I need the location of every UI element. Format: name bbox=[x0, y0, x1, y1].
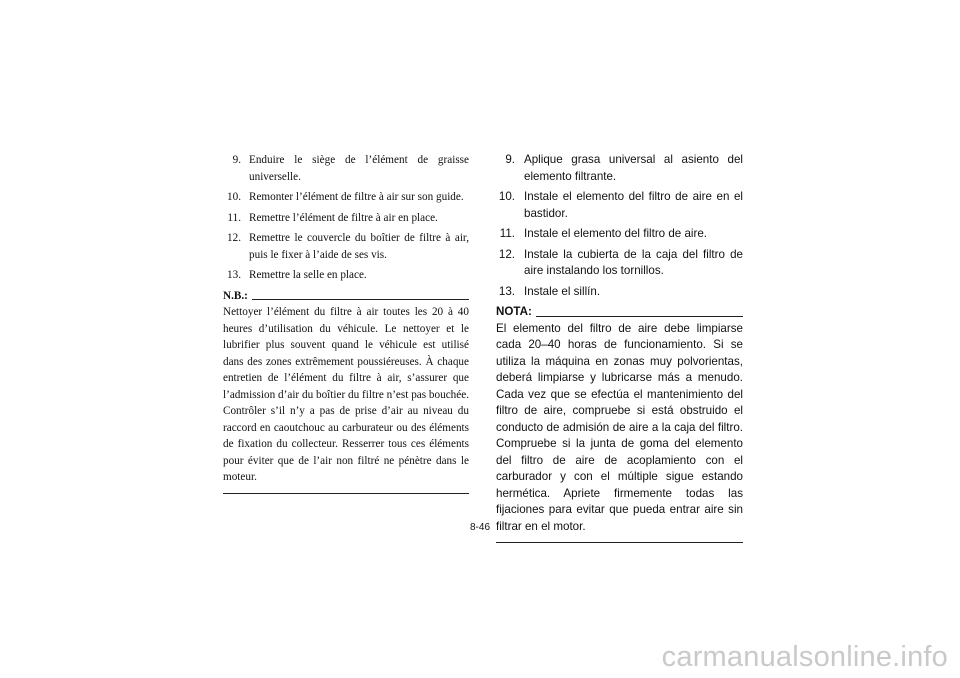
step-text: Remonter l’élément de filtre à air sur son guide. bbox=[249, 191, 464, 203]
step-number: 11. bbox=[227, 211, 241, 224]
spanish-note-header bbox=[496, 304, 743, 321]
step-text: Remettre l’élément de filtre à air en place. bbox=[249, 211, 438, 224]
french-step-13 bbox=[223, 267, 469, 284]
french-step-10 bbox=[223, 189, 469, 206]
french-column bbox=[223, 152, 469, 494]
spanish-note-text: El elemento del filtro de aire debe limpiarse cada 20–40 horas de funcionamiento. Si se utiliza la máquina en zonas muy polvorientas, deberá limpiarse y lubricarse más a menudo. Cada vez que se efectúa el mantenimiento del filtro de aire, compruebe si está obstruido el conducto de admisión de aire a la caja del filtro. Compruebe si la junta de goma del elemento del filtro de aire de acoplamiento con el carburador y con el múltiple sigue estando hermética. Apriete firmemente todas las fijaciones para evitar que pueda entrar aire sin filtrar en el motor. bbox=[496, 321, 743, 533]
step-number: 13. bbox=[498, 284, 515, 298]
step-number: 11. bbox=[499, 227, 515, 240]
spanish-step-10 bbox=[496, 189, 743, 222]
step-number: 9. bbox=[505, 153, 515, 166]
spanish-steps-list bbox=[496, 152, 743, 300]
note-end-rule bbox=[223, 493, 469, 494]
note-label: N.B.: bbox=[223, 289, 248, 302]
step-text: Instale el elemento del filtro de aire. bbox=[524, 227, 708, 240]
spanish-column bbox=[496, 152, 743, 543]
step-text: Enduire le siège de l’élément de graisse universelle. bbox=[249, 154, 469, 183]
french-step-11 bbox=[223, 210, 469, 227]
step-text: Instale el elemento del filtro de aire en el bastidor. bbox=[524, 190, 743, 220]
spanish-step-13 bbox=[496, 284, 743, 301]
french-note-text: Nettoyer l’élément du filtre à air toutes les 20 à 40 heures d’utilisation du véhicule. Le nettoyer et le lubrifier plus souvent quand le véhicule est utilisé dans des zones extrêmement poussiéreuses. À chaque entretien de l’élément du filtre à air, s’assurer que l’admission d’air du boîtier du filtre n’est pas bouchée. Contrôler s’il n’y a pas de prise d’air au niveau du raccord en caoutchouc au carburateur ou des éléments de fixation du collecteur. Resserrer tous ces éléments pour éviter que de l’air non filtré ne pénètre dans le moteur. bbox=[223, 306, 469, 483]
note-rule bbox=[536, 316, 743, 317]
note-rule bbox=[252, 299, 469, 300]
step-number: 10. bbox=[227, 191, 241, 203]
step-text: Remettre le couvercle du boîtier de filtre à air, puis le fixer à l’aide de ses vis. bbox=[249, 232, 469, 261]
spanish-step-11 bbox=[496, 226, 743, 243]
french-step-9 bbox=[223, 152, 469, 185]
step-text: Instale la cubierta de la caja del filtro de aire instalando los tornillos. bbox=[524, 247, 743, 277]
french-step-12 bbox=[223, 230, 469, 263]
step-number: 12. bbox=[227, 232, 241, 244]
page-number: 8-46 bbox=[469, 522, 490, 533]
note-end-rule bbox=[496, 542, 743, 543]
note-label: NOTA: bbox=[496, 305, 532, 318]
step-number: 10. bbox=[498, 190, 515, 203]
step-text: Instale el sillín. bbox=[524, 284, 601, 298]
step-number: 12. bbox=[498, 247, 515, 261]
step-text: Aplique grasa universal al asiento del elemento filtrante. bbox=[524, 153, 743, 183]
french-steps-list bbox=[223, 152, 469, 284]
step-text: Remettre la selle en place. bbox=[249, 269, 367, 281]
step-number: 9. bbox=[232, 154, 241, 166]
spanish-step-9 bbox=[496, 152, 743, 185]
step-number: 13. bbox=[227, 269, 241, 281]
watermark-text: carmanualsonline.info bbox=[661, 641, 948, 673]
french-note-header bbox=[223, 288, 469, 305]
spanish-step-12 bbox=[496, 247, 743, 280]
